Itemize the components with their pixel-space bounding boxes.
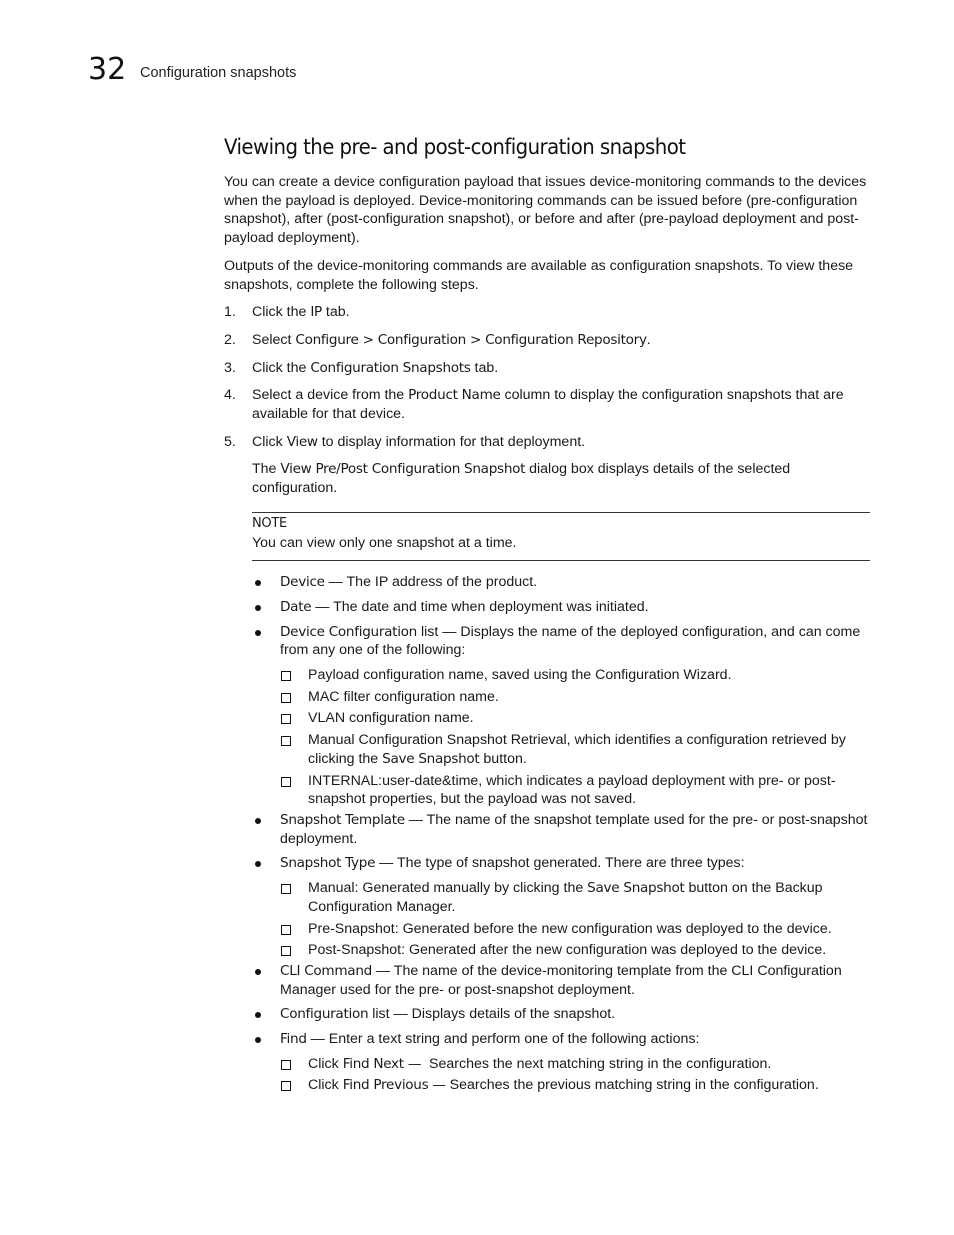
ui-term: Date <box>280 598 312 615</box>
sub-item <box>280 731 870 768</box>
square-bullet-icon <box>281 671 291 681</box>
note-box <box>252 512 870 561</box>
step5-detail <box>224 460 870 497</box>
sub-text: MAC filter configuration name. <box>308 688 499 705</box>
list-item <box>252 1030 870 1095</box>
ui-term: Find Next — <box>342 1055 422 1072</box>
sub-item <box>280 1055 870 1074</box>
sub-text: Click <box>308 1077 343 1094</box>
item-text: — The name of the snapshot template used for the pre- or post-snapshot deployment. <box>280 811 868 847</box>
ui-term: Product Name <box>408 387 501 404</box>
sub-text: Searches the previous matching string in the configuration. <box>445 1077 819 1094</box>
square-bullet-icon <box>281 946 291 956</box>
sub-item <box>280 688 870 707</box>
sub-list <box>280 1055 870 1095</box>
step-text: Select a device from the <box>252 387 409 404</box>
item-text: list — Displays the name of the deployed configuration, and can come from any one of the following: <box>280 623 861 659</box>
ui-term: Device <box>280 574 325 591</box>
sub-item <box>280 941 870 960</box>
intro-paragraph: You can create a device configuration payload that issues device-monitoring commands to the devices when the payload is deployed. Device-monitoring commands can be issued before (pre-configuration snapshot), after (post-configuration snapshot), or before and after (pre-payload deployment and post-payload deployment). <box>224 174 867 247</box>
sub-text: Post-Snapshot: Generated after the new configuration was deployed to the device. <box>308 942 827 959</box>
list-item <box>252 598 870 617</box>
step-number: 3. <box>224 359 236 376</box>
step-text: to display information for that deployment. <box>317 433 586 450</box>
step-text: . <box>646 331 651 348</box>
sub-text: Searches the next matching string in the configuration. <box>421 1055 772 1072</box>
item-text: — The type of snapshot generated. There are three types: <box>375 855 745 872</box>
sub-item <box>280 920 870 939</box>
ui-term: IP <box>310 304 322 321</box>
detail-text: The <box>252 461 281 478</box>
sub-text: button. <box>479 750 527 767</box>
sub-text: INTERNAL:user-date&time, which indicates a payload deployment with pre- or post-snapshot properties, but the payload was not saved. <box>308 772 836 808</box>
sub-list <box>280 666 870 809</box>
sub-text: Pre-Snapshot: Generated before the new configuration was deployed to the device. <box>308 920 832 937</box>
sub-item <box>280 666 870 685</box>
sub-text: Manual Configuration Snapshot Retrieval, which identifies a configuration retrieved by clicking the <box>308 732 846 767</box>
bullet-icon <box>255 969 261 975</box>
ui-term: Configure > Configuration > Configuration Repository <box>295 331 647 348</box>
chapter-number: 32 <box>88 52 127 87</box>
item-text: — The date and time when deployment was initiated. <box>311 598 649 615</box>
steps-list <box>224 303 870 451</box>
note-text: You can view only one snapshot at a time. <box>252 534 517 551</box>
step-text: column to display the configuration snapshots that are available for that device. <box>252 387 844 423</box>
step-number: 2. <box>224 331 236 348</box>
square-bullet-icon <box>281 884 291 894</box>
detail-text: dialog box displays details of the selected configuration. <box>252 461 791 497</box>
ui-term: View Pre/Post Configuration Snapshot <box>280 461 526 478</box>
step-text: tab. <box>321 304 350 321</box>
bullet-icon <box>255 818 261 824</box>
bullet-icon <box>255 580 261 586</box>
square-bullet-icon <box>281 736 291 746</box>
step-number: 5. <box>224 433 236 450</box>
bullet-icon <box>255 605 261 611</box>
ui-term: Snapshot Type <box>280 855 376 872</box>
ui-term: CLI Command <box>280 962 372 979</box>
ui-term: Find Previous — <box>342 1077 446 1094</box>
chapter-title: Configuration snapshots <box>140 65 297 81</box>
step-item <box>224 359 870 378</box>
bullet-icon <box>255 1037 261 1043</box>
list-item <box>252 623 870 809</box>
ui-term: Save Snapshot <box>587 880 685 897</box>
square-bullet-icon <box>281 925 291 935</box>
square-bullet-icon <box>281 1081 291 1091</box>
step-text: Select <box>252 331 296 348</box>
outputs-paragraph: Outputs of the device-monitoring commands are available as configuration snapshots. To view these snapshots, complete the following steps. <box>224 257 854 293</box>
step-number: 1. <box>224 304 236 321</box>
bullet-icon <box>255 630 261 636</box>
list-item <box>252 962 870 999</box>
item-text: — Enter a text string and perform one of the following actions: <box>306 1031 700 1048</box>
item-text: — The name of the device-monitoring template from the CLI Configuration Manager used for the pre- or post-snapshot deployment. <box>280 962 842 998</box>
field-list <box>252 573 870 1095</box>
list-item <box>252 573 870 592</box>
step-item <box>224 386 870 423</box>
sub-text: button on the Backup Configuration Manager. <box>308 880 823 915</box>
ui-term: Save Snapshot <box>382 750 480 767</box>
step-text: Click the <box>252 359 311 376</box>
step-text: tab. <box>470 359 499 376</box>
ui-term: Device Configuration <box>280 623 418 640</box>
list-item <box>252 854 870 960</box>
sub-item <box>280 879 870 916</box>
list-item <box>252 811 870 848</box>
step-item <box>224 303 870 322</box>
bullet-icon <box>255 1012 261 1018</box>
item-text: list — Displays details of the snapshot. <box>368 1006 616 1023</box>
section-heading: Viewing the pre- and post-configuration snapshot <box>224 135 686 159</box>
note-label: NOTE <box>252 515 287 531</box>
ui-term: Find <box>280 1031 307 1048</box>
step-text: Click <box>252 433 287 450</box>
step-number: 4. <box>224 387 236 404</box>
ui-term: View <box>286 433 318 450</box>
square-bullet-icon <box>281 777 291 787</box>
step-item <box>224 331 870 350</box>
sub-item <box>280 772 870 809</box>
ui-term: Configuration Snapshots <box>310 359 471 376</box>
list-item <box>252 1005 870 1024</box>
sub-text: Click <box>308 1055 343 1072</box>
square-bullet-icon <box>281 714 291 724</box>
sub-text: VLAN configuration name. <box>308 710 474 727</box>
sub-list <box>280 879 870 960</box>
square-bullet-icon <box>281 1060 291 1070</box>
sub-text: Manual: Generated manually by clicking the <box>308 880 588 897</box>
ui-term: Snapshot Template <box>280 811 405 828</box>
step-item <box>224 433 870 452</box>
ui-term: Configuration <box>280 1006 369 1023</box>
sub-item <box>280 709 870 728</box>
item-text: — The IP address of the product. <box>324 574 538 591</box>
bullet-icon <box>255 861 261 867</box>
square-bullet-icon <box>281 693 291 703</box>
sub-text: Payload configuration name, saved using the Configuration Wizard. <box>308 667 732 684</box>
sub-item <box>280 1076 870 1095</box>
section-body <box>224 173 870 1101</box>
step-text: Click the <box>252 304 311 321</box>
